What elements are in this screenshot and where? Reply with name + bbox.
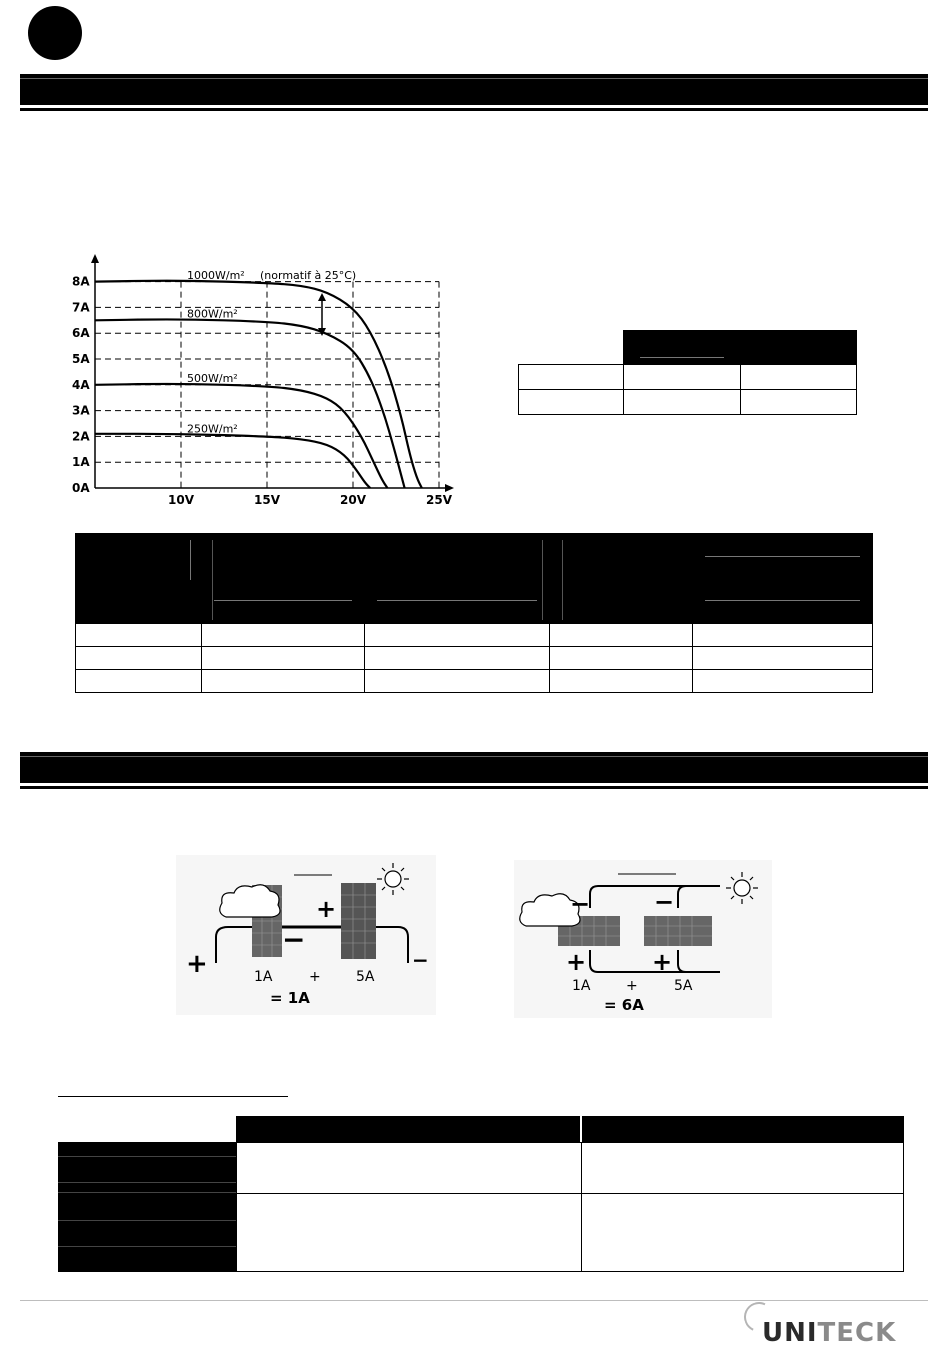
comparison-header-2: [582, 1116, 904, 1142]
section-header-bar-2: [20, 752, 928, 783]
y-tick-label: 6A: [72, 326, 90, 341]
y-tick-label: 1A: [72, 455, 90, 470]
series-label: 1000W/m²: [187, 268, 245, 282]
minus-terminal-label: −: [282, 923, 306, 956]
solar-panel-2: [341, 883, 376, 959]
parallel-connection-diagram: [514, 860, 772, 1018]
x-axis-arrow: [445, 484, 454, 492]
y-tick-label: 3A: [72, 403, 90, 418]
x-tick-label: 25V: [426, 493, 452, 507]
plus-terminal-label-2: +: [652, 948, 673, 976]
x-tick-label: 15V: [254, 493, 280, 507]
sub-heading-underline: [58, 1096, 288, 1097]
solar-panel-2: [644, 916, 712, 946]
series-result: = 1A: [270, 989, 310, 1007]
uniteck-logo: UNITECK: [762, 1318, 897, 1348]
page-number-circle: [28, 6, 82, 60]
plus-terminal-label: +: [186, 949, 208, 979]
series-line: [95, 319, 405, 488]
panel-1-current: 1A: [254, 969, 273, 985]
x-tick-label: 10V: [168, 493, 194, 507]
panel-2-current: 5A: [356, 969, 375, 985]
comparison-header-1: [236, 1116, 580, 1142]
series-label: 800W/m²: [187, 307, 238, 321]
main-spec-table: [75, 533, 873, 693]
chart-axes: [91, 254, 454, 492]
comparison-table: [58, 1116, 904, 1272]
panel-2-current: 5A: [674, 978, 693, 994]
series-label: 250W/m²: [187, 422, 238, 436]
minus-terminal-label: −: [570, 890, 591, 918]
x-tick-label: 20V: [340, 493, 366, 507]
panel-1-current: 1A: [572, 978, 591, 994]
footer-divider: [20, 1300, 928, 1301]
plus-operator: +: [626, 978, 638, 994]
y-tick-label: 0A: [72, 481, 90, 495]
y-tick-label: 2A: [72, 429, 90, 444]
series-line: [95, 434, 370, 488]
chart-tick-labels: [72, 275, 453, 507]
y-tick-label: 8A: [72, 274, 90, 289]
section-header-bar-1: [20, 74, 928, 105]
minus-terminal-label-2: −: [412, 948, 429, 972]
y-tick-label: 7A: [72, 300, 90, 315]
plus-terminal-label-2: +: [316, 895, 337, 923]
iv-curve-chart: [60, 250, 460, 510]
irradiance-difference-arrow: [318, 293, 326, 336]
y-tick-label: 4A: [72, 377, 90, 392]
series-connection-diagram: [176, 855, 436, 1015]
chart-annotation: (normatif à 25°C): [260, 268, 357, 282]
comparison-row-headers: [58, 1142, 236, 1272]
parallel-result: = 6A: [604, 996, 644, 1014]
small-spec-table: [518, 330, 857, 415]
y-axis-arrow: [91, 254, 99, 263]
y-tick-label: 5A: [72, 352, 90, 366]
plus-terminal-label: +: [566, 948, 587, 976]
series-label: 500W/m²: [187, 372, 238, 386]
plus-operator: +: [309, 969, 321, 985]
comparison-body: [236, 1142, 904, 1272]
minus-terminal-label-2: −: [654, 888, 675, 916]
